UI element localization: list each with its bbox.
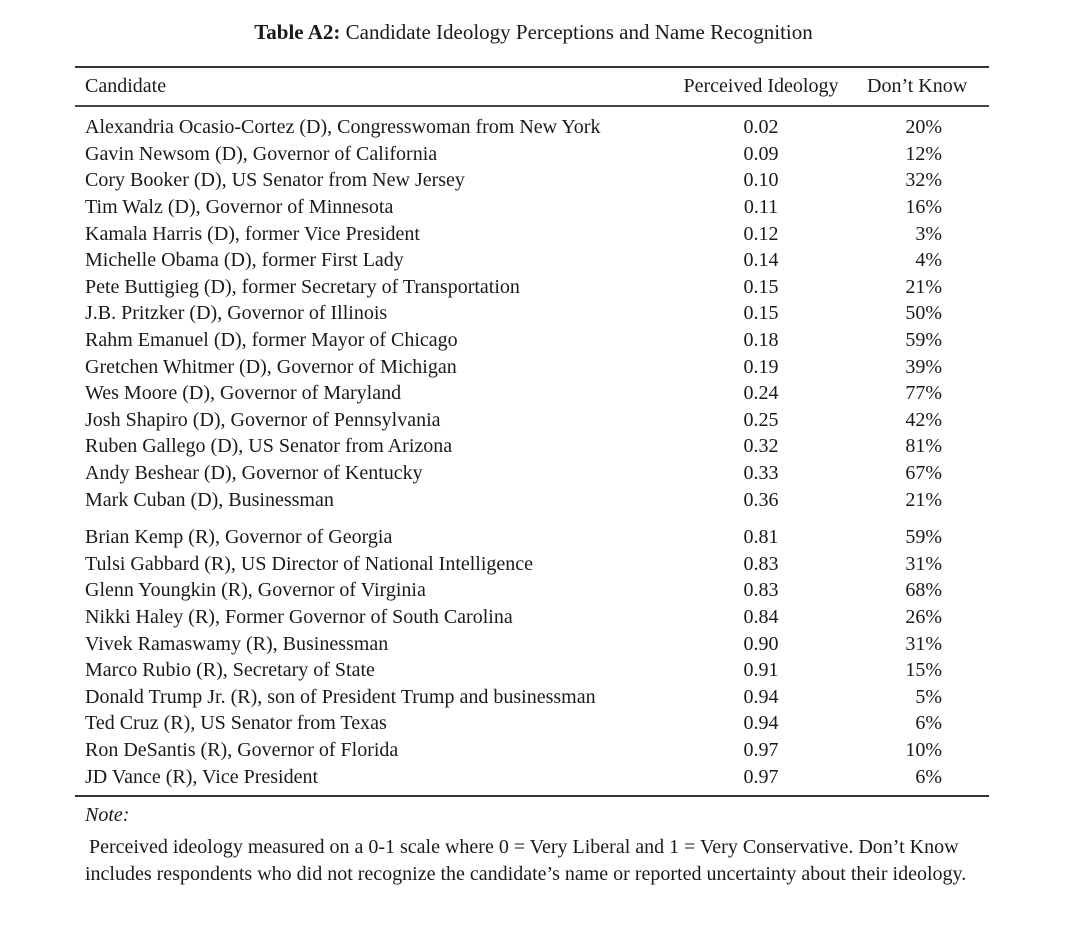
democrat-rows [75, 115, 989, 514]
candidate-name: Donald Trump Jr. (R), son of President Trump and businessman [85, 685, 596, 708]
perceived-ideology-value: 0.25 [743, 408, 779, 431]
note-text: Perceived ideology measured on a 0-1 scale where 0 = Very Liberal and 1 = Very Conservative. Don’t Know includes respondents who did not recognize the candidate’s name or reported uncertainty about their ideology. [85, 836, 967, 885]
perceived-ideology-value: 0.11 [743, 196, 779, 219]
perceived-ideology-value: 0.94 [743, 712, 779, 735]
table-row [75, 407, 989, 434]
candidate-name: Ted Cruz (R), US Senator from Texas [85, 712, 387, 735]
candidate-name: Glenn Youngkin (R), Governor of Virginia [85, 579, 426, 602]
candidate-name: J.B. Pritzker (D), Governor of Illinois [85, 302, 388, 325]
party-group-gap [75, 513, 989, 524]
dont-know-value: 4% [915, 249, 942, 272]
candidate-name: Kamala Harris (D), former Vice President [85, 222, 420, 245]
table-row [75, 487, 989, 514]
dont-know-value: 10% [905, 738, 942, 761]
table-row [75, 684, 989, 711]
perceived-ideology-value: 0.91 [743, 659, 779, 682]
perceived-ideology-value: 0.14 [743, 249, 779, 272]
table-caption-text: Candidate Ideology Perceptions and Name Recognition [345, 20, 813, 44]
candidate-name: Ron DeSantis (R), Governor of Florida [85, 738, 399, 761]
table-bottom-rule [75, 795, 989, 797]
dont-know-value: 67% [905, 462, 942, 485]
note-label: Note: [85, 804, 130, 826]
perceived-ideology-value: 0.15 [743, 275, 779, 298]
perceived-ideology-value: 0.19 [743, 355, 779, 378]
candidate-name: Alexandria Ocasio-Cortez (D), Congresswoman from New York [85, 116, 601, 139]
table-row [75, 657, 989, 684]
dont-know-value: 42% [905, 408, 942, 431]
dont-know-value: 32% [905, 169, 942, 192]
perceived-ideology-value: 0.02 [743, 116, 779, 139]
dont-know-value: 31% [905, 632, 942, 655]
candidate-name: Michelle Obama (D), former First Lady [85, 249, 404, 272]
candidate-name: Josh Shapiro (D), Governor of Pennsylvania [85, 408, 441, 431]
table-row [75, 711, 989, 738]
candidate-name: Cory Booker (D), US Senator from New Jersey [85, 169, 465, 192]
table-row [75, 737, 989, 764]
dont-know-value: 81% [905, 435, 942, 458]
header-dont-know: Don’t Know [867, 75, 968, 97]
table-row [75, 631, 989, 658]
candidate-name: Brian Kemp (R), Governor of Georgia [85, 526, 393, 549]
table-row [75, 434, 989, 461]
candidate-name: Wes Moore (D), Governor of Maryland [85, 382, 402, 405]
dont-know-value: 5% [915, 685, 942, 708]
dont-know-value: 77% [905, 382, 942, 405]
dont-know-value: 3% [915, 222, 942, 245]
table-row [75, 354, 989, 381]
candidate-name: Ruben Gallego (D), US Senator from Arizona [85, 435, 453, 458]
table-row [75, 115, 989, 142]
dont-know-value: 21% [905, 275, 942, 298]
perceived-ideology-value: 0.18 [743, 329, 779, 352]
dont-know-value: 15% [905, 659, 942, 682]
perceived-ideology-value: 0.97 [743, 738, 779, 761]
dont-know-value: 31% [905, 552, 942, 575]
dont-know-value: 50% [905, 302, 942, 325]
perceived-ideology-value: 0.12 [743, 222, 779, 245]
perceived-ideology-value: 0.09 [743, 142, 779, 165]
table-row [75, 247, 989, 274]
perceived-ideology-value: 0.97 [743, 765, 779, 788]
perceived-ideology-value: 0.83 [743, 579, 779, 602]
table-row [75, 764, 989, 791]
candidate-name: JD Vance (R), Vice President [85, 765, 319, 788]
candidate-name: Gretchen Whitmer (D), Governor of Michigan [85, 355, 457, 378]
candidate-name: Andy Beshear (D), Governor of Kentucky [85, 462, 423, 485]
header-perceived-ideology: Perceived Ideology [683, 75, 839, 97]
perceived-ideology-value: 0.15 [743, 302, 779, 325]
perceived-ideology-value: 0.24 [743, 382, 779, 405]
candidate-name: Nikki Haley (R), Former Governor of South Carolina [85, 605, 513, 628]
table-row [75, 168, 989, 195]
table-row [75, 274, 989, 301]
candidate-name: Tim Walz (D), Governor of Minnesota [85, 196, 394, 219]
table-row [75, 578, 989, 605]
dont-know-value: 59% [905, 526, 942, 549]
table-header-row [75, 68, 989, 105]
table-row [75, 141, 989, 168]
candidate-name: Mark Cuban (D), Businessman [85, 488, 334, 511]
perceived-ideology-value: 0.83 [743, 552, 779, 575]
candidate-name: Vivek Ramaswamy (R), Businessman [85, 632, 389, 655]
dont-know-value: 68% [905, 579, 942, 602]
table-row [75, 524, 989, 551]
candidate-name: Rahm Emanuel (D), former Mayor of Chicago [85, 329, 458, 352]
table-row [75, 604, 989, 631]
perceived-ideology-value: 0.36 [743, 488, 779, 511]
perceived-ideology-value: 0.94 [743, 685, 779, 708]
dont-know-value: 21% [905, 488, 942, 511]
table-row [75, 380, 989, 407]
republican-rows [75, 524, 989, 790]
table-row [75, 551, 989, 578]
header-candidate: Candidate [85, 75, 167, 97]
table-row [75, 301, 989, 328]
perceived-ideology-value: 0.81 [743, 526, 779, 549]
candidate-name: Pete Buttigieg (D), former Secretary of Transportation [85, 275, 520, 298]
table-row [75, 460, 989, 487]
dont-know-value: 6% [915, 765, 942, 788]
dont-know-value: 16% [905, 196, 942, 219]
candidate-name: Tulsi Gabbard (R), US Director of National Intelligence [85, 552, 534, 575]
candidate-table [75, 66, 989, 797]
dont-know-value: 20% [905, 116, 942, 139]
candidate-name: Marco Rubio (R), Secretary of State [85, 659, 375, 682]
dont-know-value: 59% [905, 329, 942, 352]
perceived-ideology-value: 0.10 [743, 169, 779, 192]
table-row [75, 327, 989, 354]
table-row [75, 221, 989, 248]
perceived-ideology-value: 0.33 [743, 462, 779, 485]
table-caption [0, 18, 1067, 46]
table-row [75, 194, 989, 221]
perceived-ideology-value: 0.32 [743, 435, 779, 458]
dont-know-value: 39% [905, 355, 942, 378]
dont-know-value: 6% [915, 712, 942, 735]
dont-know-value: 12% [905, 142, 942, 165]
perceived-ideology-value: 0.84 [743, 605, 779, 628]
table-note [85, 802, 985, 888]
candidate-name: Gavin Newsom (D), Governor of California [85, 142, 438, 165]
dont-know-value: 26% [905, 605, 942, 628]
table-caption-label: Table A2: [254, 20, 341, 44]
perceived-ideology-value: 0.90 [743, 632, 779, 655]
